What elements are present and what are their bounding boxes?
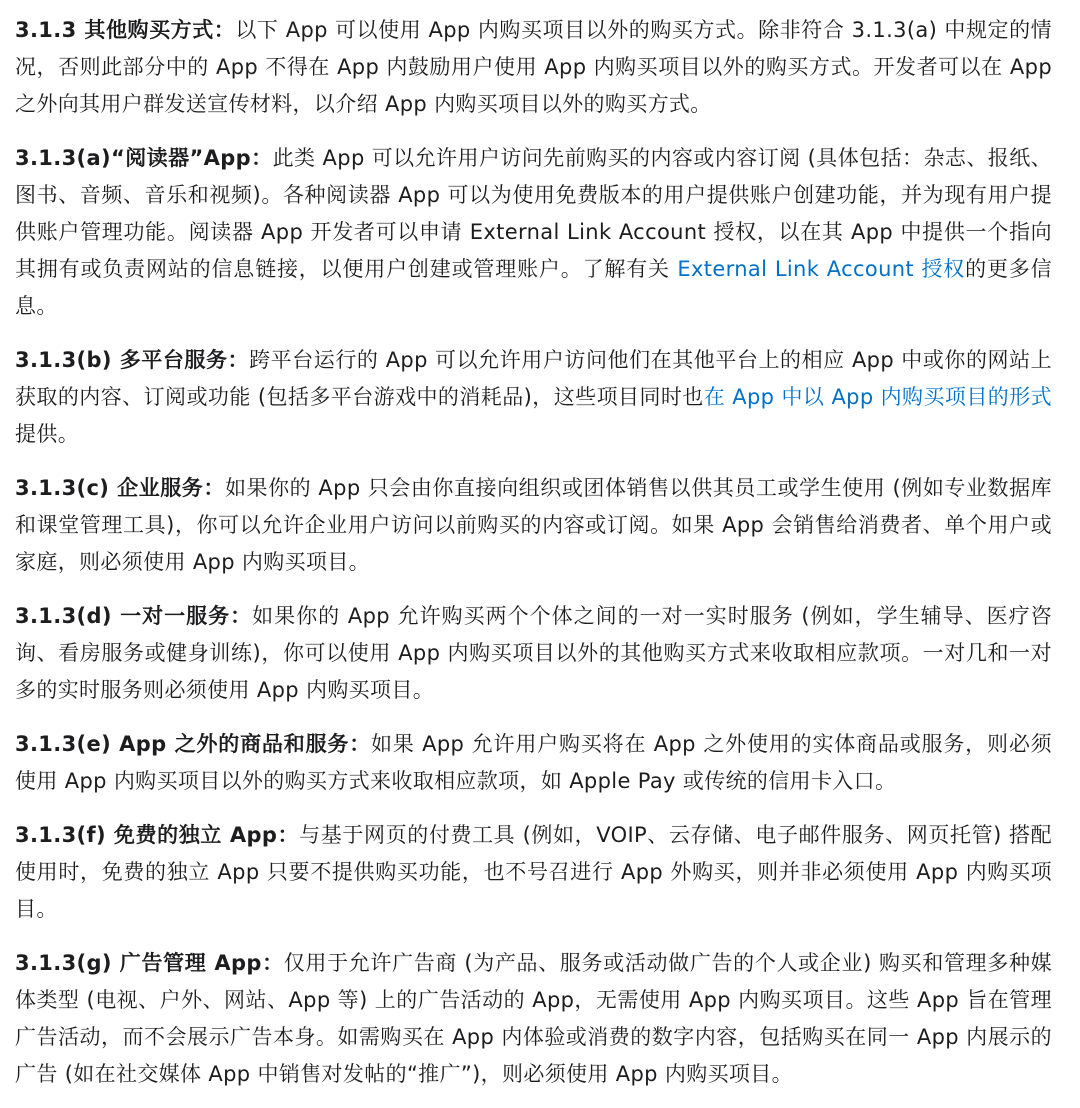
section-3-1-3 <box>15 12 1052 123</box>
section-body: 如果 App 允许用户购买将在 App 之外使用的实体商品或服务，则必须使用 App 内购买项目以外的购买方式来收取相应款项，如 Apple Pay 或传统的信用卡入口。 <box>15 732 1052 793</box>
section-3-1-3g <box>15 945 1052 1093</box>
section-body: 如果你的 App 允许购买两个个体之间的一对一实时服务 (例如，学生辅导、医疗咨询、看房服务或健身训练)，你可以使用 App 内购买项目以外的其他购买方式来收取相应款项。一对几和一对多的实时服务则必须使用 App 内购买项目。 <box>15 604 1052 702</box>
section-body-end: 提供。 <box>15 422 80 446</box>
in-app-purchase-link[interactable]: 在 App 中以 App 内购买项目的形式 <box>703 385 1052 409</box>
external-link-account-link[interactable]: External Link Account 授权 <box>677 257 966 281</box>
section-3-1-3f <box>15 817 1052 928</box>
section-3-1-3a <box>15 140 1052 325</box>
section-heading: 3.1.3(g) 广告管理 App： <box>15 951 284 975</box>
section-body-end: 的更多信息。 <box>15 257 1052 318</box>
section-heading: 3.1.3(e) App 之外的商品和服务： <box>15 732 372 756</box>
section-body: 以下 App 可以使用 App 内购买项目以外的购买方式。除非符合 3.1.3(a) 中规定的情况，否则此部分中的 App 不得在 App 内鼓励用户使用 App 内购买项目以外的购买方式。开发者可以在 App 之外向其用户群发送宣传材料，以介绍 App 内购买项目以外的购买方式。 <box>15 18 1052 116</box>
section-heading: 3.1.3(a)“阅读器”App： <box>15 146 273 170</box>
section-3-1-3c <box>15 470 1052 581</box>
section-body: 此类 App 可以允许用户访问先前购买的内容或内容订阅 (具体包括：杂志、报纸、图书、音频、音乐和视频)。各种阅读器 App 可以为使用免费版本的用户提供账户创建功能，并为现有用户提供账户管理功能。阅读器 App 开发者可以申请 External Link Account 授权，以在其 App 中提供一个指向其拥有或负责网站的信息链接，以便用户创建或管理账户。了解有关 <box>15 146 1052 281</box>
section-body: 与基于网页的付费工具 (例如，VOIP、云存储、电子邮件服务、网页托管) 搭配使用时，免费的独立 App 只要不提供购买功能，也不号召进行 App 外购买，则并非必须使用 App 内购买项目。 <box>15 823 1052 921</box>
section-heading: 3.1.3(b) 多平台服务： <box>15 348 250 372</box>
section-3-1-3b <box>15 342 1052 453</box>
section-3-1-3e <box>15 726 1052 800</box>
section-body: 跨平台运行的 App 可以允许用户访问他们在其他平台上的相应 App 中或你的网站上获取的内容、订阅或功能 (包括多平台游戏中的消耗品)，这些项目同时也 <box>15 348 1052 409</box>
section-heading: 3.1.3(f) 免费的独立 App： <box>15 823 300 847</box>
section-body: 仅用于允许广告商 (为产品、服务或活动做广告的个人或企业) 购买和管理多种媒体类型 (电视、户外、网站、App 等) 上的广告活动的 App，无需使用 App 内购买项目。这些 App 旨在管理广告活动，而不会展示广告本身。如需购买在 App 内体验或消费的数字内容，包括购买在同一 App 内展示的广告 (如在社交媒体 App 中销售对发帖的“推广”)，则必须使用 App 内购买项目。 <box>15 951 1052 1086</box>
section-heading: 3.1.3(c) 企业服务： <box>15 476 225 500</box>
section-heading: 3.1.3 其他购买方式： <box>15 18 236 42</box>
section-3-1-3d <box>15 598 1052 709</box>
section-heading: 3.1.3(d) 一对一服务： <box>15 604 253 628</box>
section-body: 如果你的 App 只会由你直接向组织或团体销售以供其员工或学生使用 (例如专业数据库和课堂管理工具)，你可以允许企业用户访问以前购买的内容或订阅。如果 App 会销售给消费者、单个用户或家庭，则必须使用 App 内购买项目。 <box>15 476 1052 574</box>
